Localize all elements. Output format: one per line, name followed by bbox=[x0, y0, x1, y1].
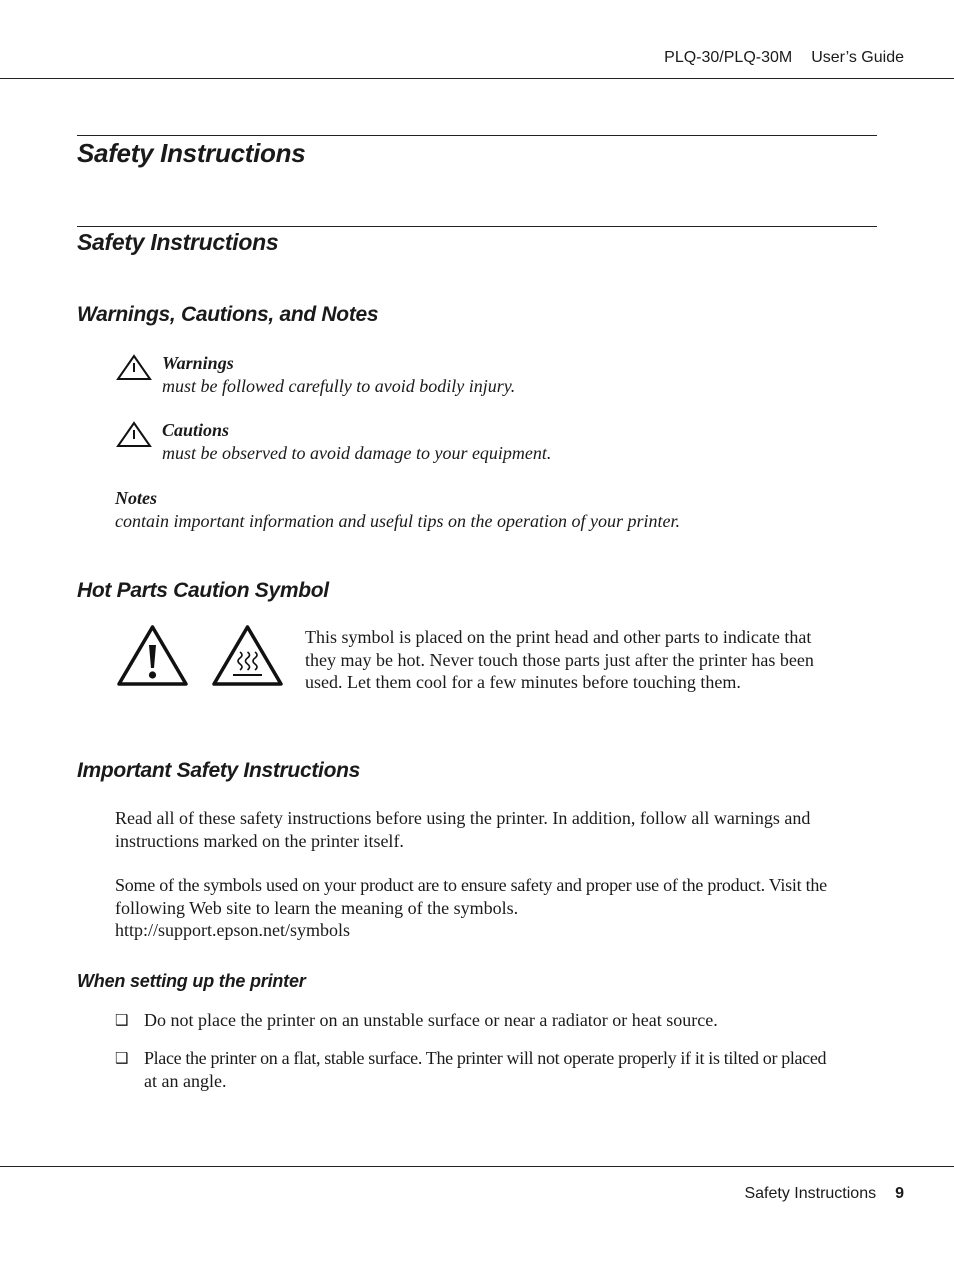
list-item-line: Do not place the printer on an unstable surface or near a radiator or heat source. bbox=[144, 1010, 718, 1030]
exclamation-triangle-icon bbox=[116, 623, 189, 687]
running-footer bbox=[744, 1185, 904, 1203]
footer-rule bbox=[0, 1166, 954, 1167]
caution-text: must be observed to avoid damage to your equipment. bbox=[162, 443, 552, 463]
header-guide: User’s Guide bbox=[811, 49, 904, 66]
header-rule bbox=[0, 78, 954, 79]
important-paragraph-2 bbox=[115, 874, 827, 942]
warning-title: Warnings bbox=[162, 353, 234, 373]
paragraph-line: Some of the symbols used on your product are to ensure safety and proper use of the product. Visit the bbox=[115, 875, 827, 895]
symbols-url: http://support.epson.net/symbols bbox=[115, 920, 351, 940]
chapter-title: Safety Instructions bbox=[77, 138, 306, 168]
caution-triangle-icon bbox=[116, 421, 152, 448]
checkbox-bullet-icon: ❑ bbox=[115, 1049, 129, 1067]
hot-parts-heading: Hot Parts Caution Symbol bbox=[77, 579, 329, 602]
section-rule bbox=[77, 226, 877, 227]
list-item bbox=[144, 1047, 826, 1092]
list-item-line: Place the printer on a flat, stable surface. The printer will not operate properly if it is tilted or placed bbox=[144, 1048, 827, 1068]
running-header bbox=[664, 49, 904, 67]
setup-heading: When setting up the printer bbox=[77, 971, 306, 991]
section-title: Safety Instructions bbox=[77, 229, 279, 255]
checkbox-bullet-icon: ❑ bbox=[115, 1011, 129, 1029]
warnings-heading: Warnings, Cautions, and Notes bbox=[77, 303, 379, 326]
paragraph-line: instructions marked on the printer itself. bbox=[115, 830, 404, 851]
list-item-line: at an angle. bbox=[144, 1070, 227, 1091]
paragraph-line: Read all of these safety instructions before using the printer. In addition, follow all warnings and bbox=[115, 808, 811, 828]
hot-parts-line: This symbol is placed on the print head and other parts to indicate that bbox=[305, 627, 812, 647]
header-model: PLQ-30/PLQ-30M bbox=[664, 49, 793, 66]
warning-text: must be followed carefully to avoid bodily injury. bbox=[162, 376, 516, 396]
hot-surface-triangle-icon bbox=[211, 623, 284, 687]
hot-parts-line: they may be hot. Never touch those parts just after the printer has been bbox=[305, 649, 814, 670]
chapter-rule bbox=[77, 135, 877, 136]
paragraph-line: following Web site to learn the meaning of the symbols. bbox=[115, 897, 519, 918]
notes-title: Notes bbox=[115, 488, 157, 508]
warning-triangle-icon bbox=[116, 354, 152, 381]
important-paragraph-1 bbox=[115, 807, 810, 852]
page-number: 9 bbox=[895, 1185, 904, 1202]
footer-section: Safety Instructions bbox=[744, 1185, 877, 1202]
notes-text: contain important information and useful tips on the operation of your printer. bbox=[115, 511, 680, 531]
hot-parts-line: used. Let them cool for a few minutes before touching them. bbox=[305, 672, 741, 692]
hot-parts-text bbox=[305, 626, 814, 694]
caution-title: Cautions bbox=[162, 420, 230, 440]
list-item bbox=[144, 1009, 718, 1032]
important-heading: Important Safety Instructions bbox=[77, 759, 361, 782]
